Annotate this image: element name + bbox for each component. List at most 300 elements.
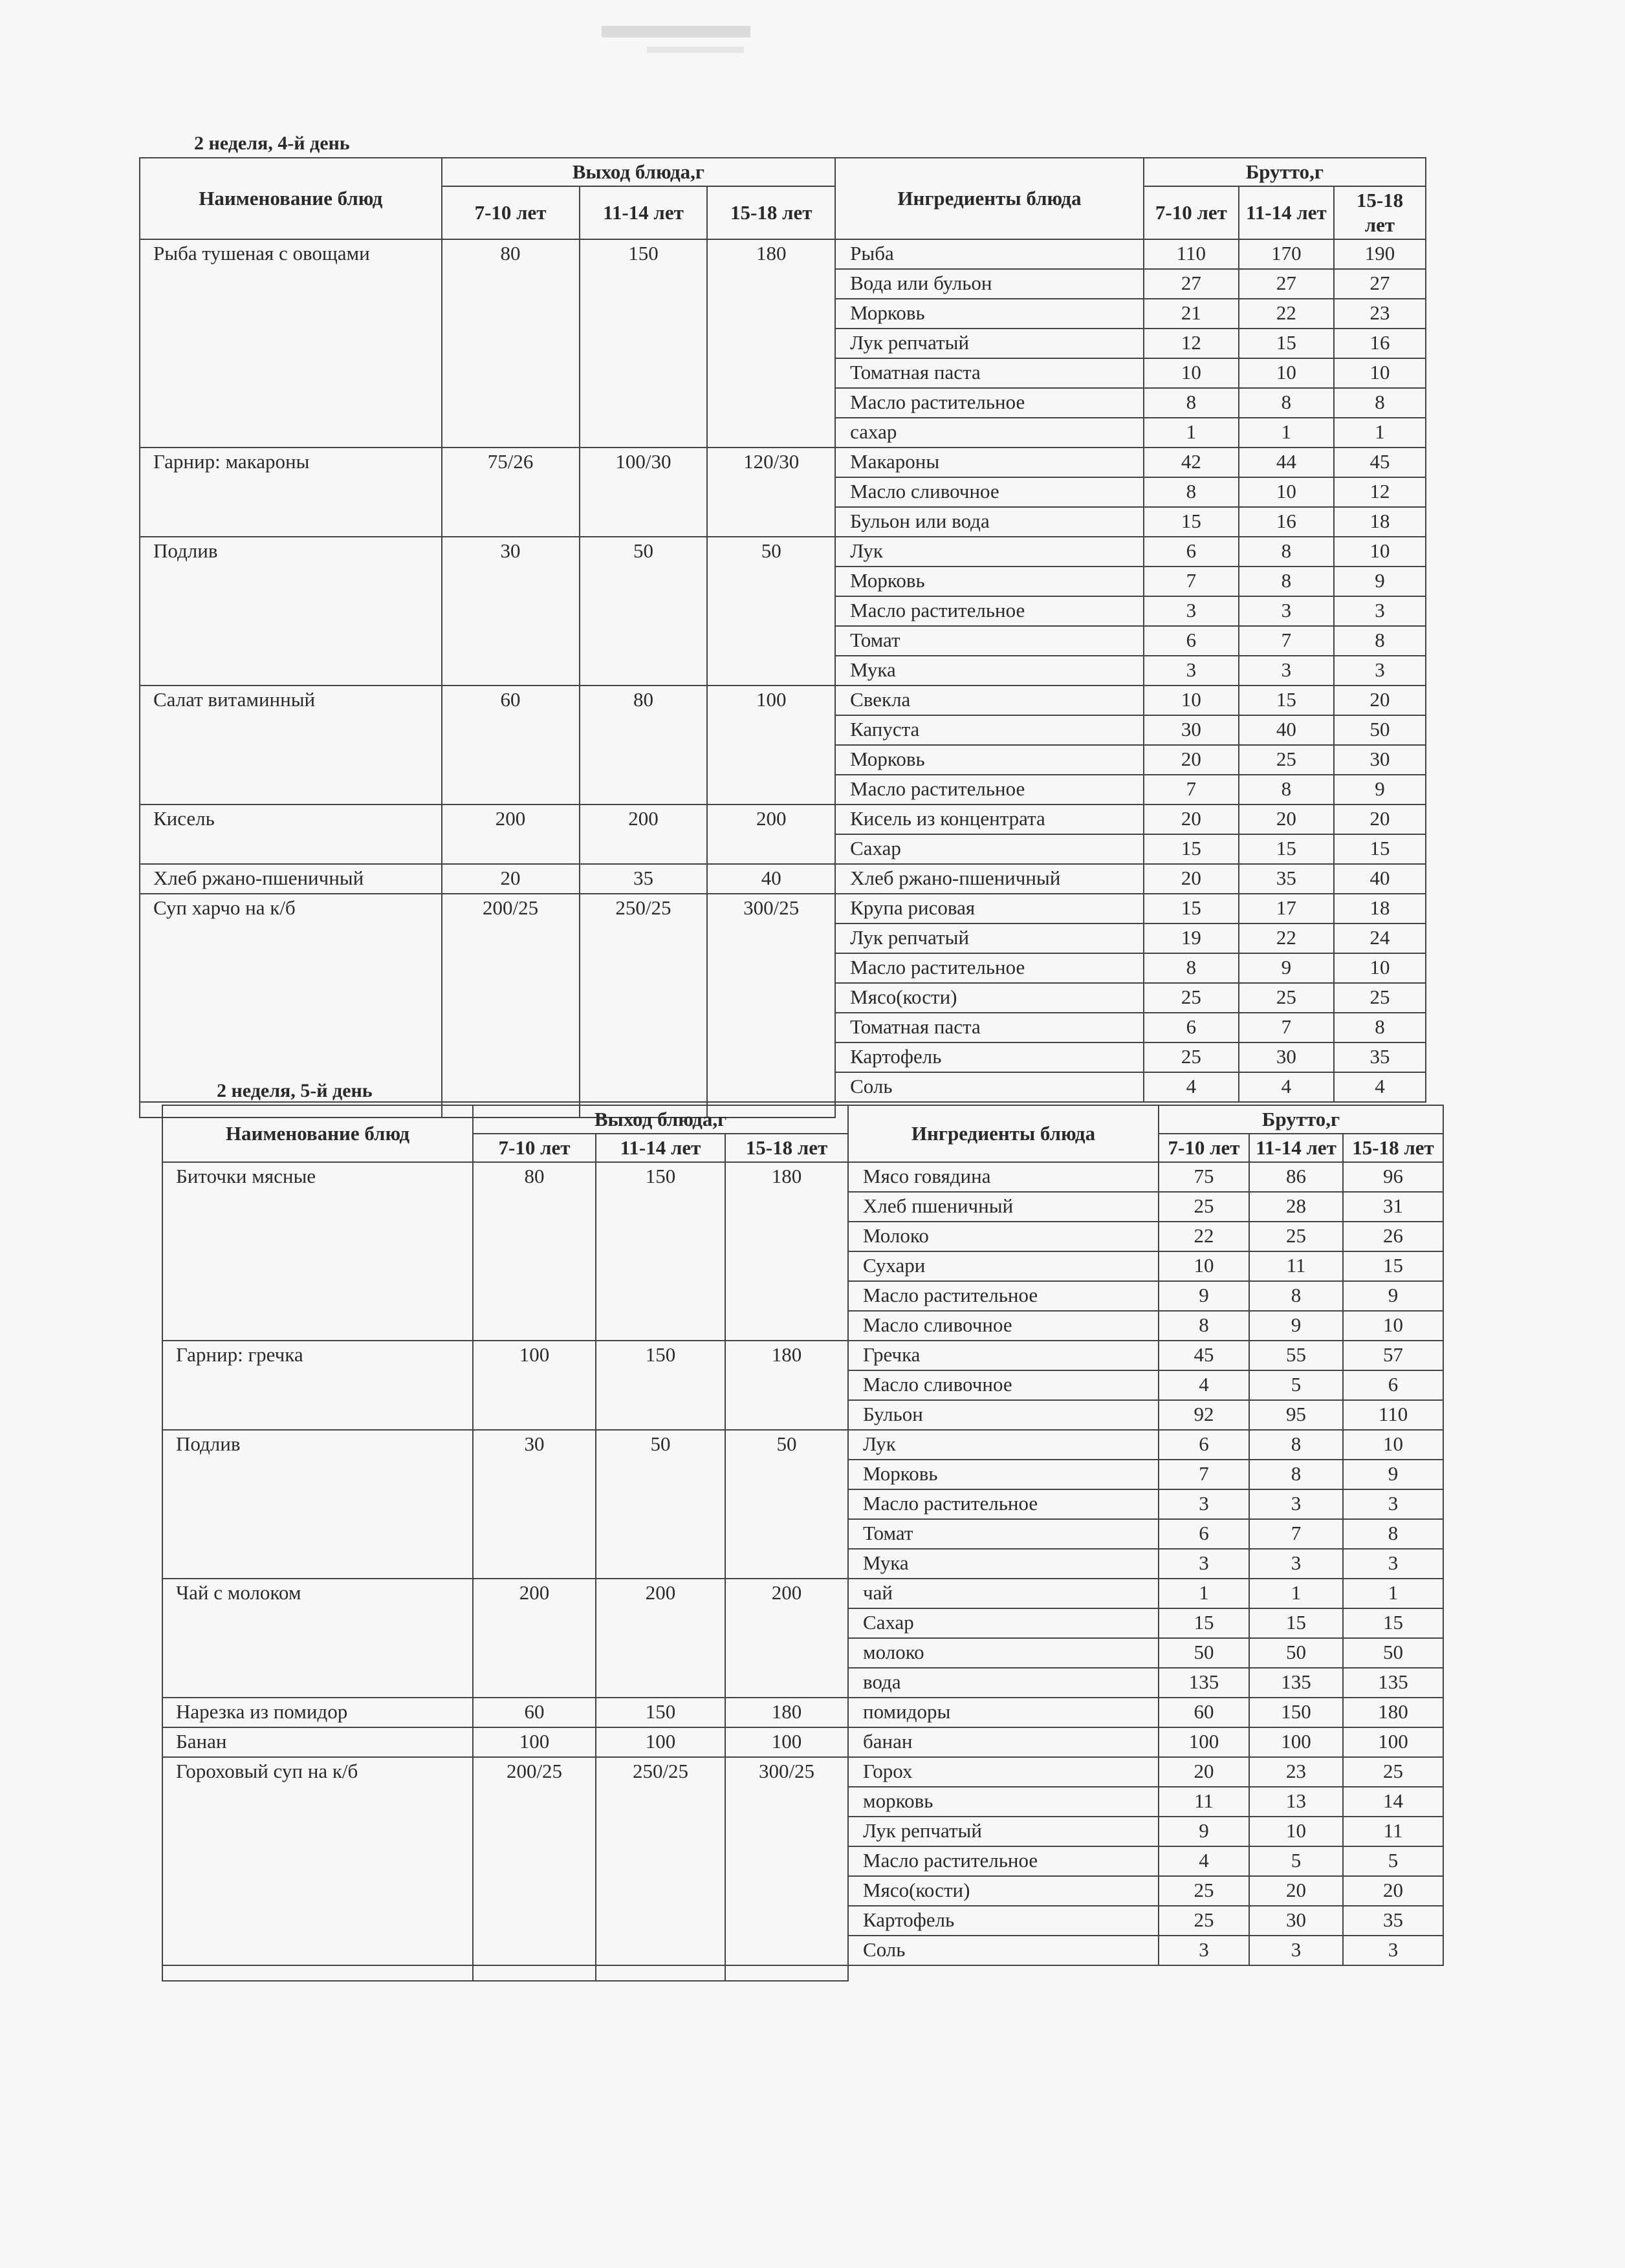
ingredient-name-cell: Морковь xyxy=(835,567,1144,596)
brutto-15-18-cell: 18 xyxy=(1334,894,1426,923)
brutto-15-18-cell: 4 xyxy=(1334,1072,1426,1102)
brutto-7-10-cell: 9 xyxy=(1159,1817,1249,1846)
yield-15-18-cell: 180 xyxy=(725,1698,848,1727)
table-row xyxy=(140,448,1426,477)
brutto-7-10-cell: 4 xyxy=(1159,1370,1249,1400)
ingredient-name-cell: морковь xyxy=(848,1787,1159,1817)
brutto-7-10-cell: 6 xyxy=(1159,1519,1249,1549)
brutto-age-header: 11-14 лет xyxy=(1249,1134,1343,1162)
dish-name-cell: Гарнир: гречка xyxy=(162,1341,473,1430)
table-header xyxy=(140,158,1426,239)
ingredient-name-cell: Мясо говядина xyxy=(848,1162,1159,1192)
brutto-7-10-cell: 7 xyxy=(1144,567,1239,596)
brutto-15-18-cell: 1 xyxy=(1343,1579,1443,1608)
brutto-15-18-cell: 12 xyxy=(1334,477,1426,507)
table-row xyxy=(162,1579,1443,1608)
brutto-7-10-cell: 6 xyxy=(1144,1013,1239,1042)
ingredient-name-cell: Масло растительное xyxy=(835,596,1144,626)
yield-age-header: 7-10 лет xyxy=(442,186,580,239)
table-row xyxy=(162,1162,1443,1192)
empty-cell xyxy=(596,1965,725,1981)
brutto-7-10-cell: 50 xyxy=(1159,1638,1249,1668)
table-body xyxy=(162,1162,1443,1981)
brutto-age-header: 15-18 лет xyxy=(1334,186,1426,239)
brutto-7-10-cell: 6 xyxy=(1144,626,1239,656)
dish-name-cell: Гарнир: макароны xyxy=(140,448,442,537)
ingredient-name-cell: Мука xyxy=(848,1549,1159,1579)
brutto-15-18-cell: 3 xyxy=(1334,596,1426,626)
yield-age-header: 11-14 лет xyxy=(596,1134,725,1162)
ingredient-name-cell: Мясо(кости) xyxy=(835,983,1144,1013)
ingredient-name-cell: Масло растительное xyxy=(848,1489,1159,1519)
brutto-11-14-cell: 8 xyxy=(1239,567,1334,596)
brutto-7-10-cell: 15 xyxy=(1159,1608,1249,1638)
brutto-15-18-cell: 40 xyxy=(1334,864,1426,894)
yield-15-18-cell: 40 xyxy=(707,864,835,894)
table-row xyxy=(140,239,1426,269)
brutto-7-10-cell: 20 xyxy=(1144,864,1239,894)
brutto-7-10-cell: 8 xyxy=(1144,477,1239,507)
brutto-11-14-cell: 25 xyxy=(1249,1222,1343,1251)
table-row xyxy=(140,894,1426,923)
brutto-15-18-cell: 9 xyxy=(1343,1281,1443,1311)
brutto-7-10-cell: 11 xyxy=(1159,1787,1249,1817)
yield-7-10-cell: 60 xyxy=(442,686,580,805)
brutto-11-14-cell: 10 xyxy=(1239,477,1334,507)
yield-7-10-cell: 200 xyxy=(473,1579,596,1698)
brutto-15-18-cell: 11 xyxy=(1343,1817,1443,1846)
ingredient-name-cell: Морковь xyxy=(848,1460,1159,1489)
yield-15-18-cell: 180 xyxy=(725,1162,848,1341)
brutto-11-14-cell: 135 xyxy=(1249,1668,1343,1698)
ingredient-name-cell: чай xyxy=(848,1579,1159,1608)
brutto-11-14-cell: 17 xyxy=(1239,894,1334,923)
yield-11-14-cell: 200 xyxy=(580,805,708,864)
yield-age-header: 7-10 лет xyxy=(473,1134,596,1162)
brutto-7-10-cell: 7 xyxy=(1144,775,1239,805)
brutto-7-10-cell: 25 xyxy=(1159,1192,1249,1222)
empty-cell xyxy=(162,1965,473,1981)
ingredient-name-cell: Томатная паста xyxy=(835,358,1144,388)
brutto-15-18-cell: 15 xyxy=(1334,834,1426,864)
brutto-header: Брутто,г xyxy=(1159,1105,1443,1134)
brutto-11-14-cell: 15 xyxy=(1239,834,1334,864)
brutto-11-14-cell: 8 xyxy=(1239,388,1334,418)
brutto-11-14-cell: 11 xyxy=(1249,1251,1343,1281)
brutto-15-18-cell: 26 xyxy=(1343,1222,1443,1251)
yield-11-14-cell: 50 xyxy=(596,1430,725,1579)
brutto-15-18-cell: 3 xyxy=(1343,1489,1443,1519)
ingredient-name-cell: Горох xyxy=(848,1757,1159,1787)
ingredient-name-cell: Хлеб пшеничный xyxy=(848,1192,1159,1222)
ingredient-name-cell: Мука xyxy=(835,656,1144,686)
brutto-7-10-cell: 20 xyxy=(1159,1757,1249,1787)
dish-name-cell: Хлеб ржано-пшеничный xyxy=(140,864,442,894)
yield-age-header: 15-18 лет xyxy=(707,186,835,239)
brutto-11-14-cell: 40 xyxy=(1239,715,1334,745)
yield-15-18-cell: 200 xyxy=(725,1579,848,1698)
brutto-7-10-cell: 110 xyxy=(1144,239,1239,269)
dish-name-cell: Чай с молоком xyxy=(162,1579,473,1698)
ingredient-name-cell: Лук репчатый xyxy=(835,329,1144,358)
brutto-11-14-cell: 13 xyxy=(1249,1787,1343,1817)
brutto-15-18-cell: 57 xyxy=(1343,1341,1443,1370)
table-row xyxy=(162,1430,1443,1460)
ingredient-name-cell: Лук xyxy=(835,537,1144,567)
brutto-7-10-cell: 20 xyxy=(1144,805,1239,834)
brutto-15-18-cell: 20 xyxy=(1334,686,1426,715)
brutto-7-10-cell: 15 xyxy=(1144,507,1239,537)
ingredient-name-cell: Сахар xyxy=(848,1608,1159,1638)
dish-name-cell: Рыба тушеная с овощами xyxy=(140,239,442,448)
yield-11-14-cell: 250/25 xyxy=(580,894,708,1102)
ingredient-name-cell: помидоры xyxy=(848,1698,1159,1727)
ingredient-name-cell: Крупа рисовая xyxy=(835,894,1144,923)
yield-15-18-cell: 300/25 xyxy=(707,894,835,1102)
yield-15-18-cell: 50 xyxy=(707,537,835,686)
brutto-11-14-cell: 8 xyxy=(1249,1430,1343,1460)
brutto-11-14-cell: 9 xyxy=(1239,953,1334,983)
brutto-11-14-cell: 15 xyxy=(1249,1608,1343,1638)
dish-name-header: Наименование блюд xyxy=(140,158,442,239)
brutto-15-18-cell: 6 xyxy=(1343,1370,1443,1400)
brutto-11-14-cell: 44 xyxy=(1239,448,1334,477)
brutto-11-14-cell: 7 xyxy=(1249,1519,1343,1549)
brutto-15-18-cell: 20 xyxy=(1343,1876,1443,1906)
yield-11-14-cell: 150 xyxy=(580,239,708,448)
brutto-15-18-cell: 10 xyxy=(1334,358,1426,388)
brutto-15-18-cell: 10 xyxy=(1334,953,1426,983)
brutto-15-18-cell: 16 xyxy=(1334,329,1426,358)
brutto-11-14-cell: 25 xyxy=(1239,983,1334,1013)
brutto-7-10-cell: 19 xyxy=(1144,923,1239,953)
dish-name-cell: Биточки мясные xyxy=(162,1162,473,1341)
yield-11-14-cell: 250/25 xyxy=(596,1757,725,1965)
day-title: 2 неделя, 4-й день xyxy=(194,133,350,154)
ingredient-name-cell: Сахар xyxy=(835,834,1144,864)
brutto-11-14-cell: 100 xyxy=(1249,1727,1343,1757)
yield-7-10-cell: 80 xyxy=(473,1162,596,1341)
yield-11-14-cell: 150 xyxy=(596,1698,725,1727)
brutto-7-10-cell: 1 xyxy=(1159,1579,1249,1608)
yield-11-14-cell: 80 xyxy=(580,686,708,805)
brutto-11-14-cell: 3 xyxy=(1239,656,1334,686)
brutto-11-14-cell: 7 xyxy=(1239,1013,1334,1042)
ingredient-name-cell: Свекла xyxy=(835,686,1144,715)
table-row xyxy=(140,805,1426,834)
dish-name-cell: Подлив xyxy=(140,537,442,686)
brutto-15-18-cell: 190 xyxy=(1334,239,1426,269)
yield-11-14-cell: 35 xyxy=(580,864,708,894)
day-4-section xyxy=(139,133,1426,1118)
brutto-7-10-cell: 10 xyxy=(1159,1251,1249,1281)
ingredient-name-cell: Макароны xyxy=(835,448,1144,477)
dish-name-cell: Кисель xyxy=(140,805,442,864)
brutto-11-14-cell: 20 xyxy=(1249,1876,1343,1906)
ingredient-name-cell: Масло растительное xyxy=(848,1846,1159,1876)
dish-name-cell: Салат витаминный xyxy=(140,686,442,805)
yield-15-18-cell: 50 xyxy=(725,1430,848,1579)
brutto-15-18-cell: 50 xyxy=(1334,715,1426,745)
brutto-11-14-cell: 10 xyxy=(1239,358,1334,388)
ingredient-name-cell: Соль xyxy=(835,1072,1144,1102)
brutto-7-10-cell: 4 xyxy=(1144,1072,1239,1102)
brutto-11-14-cell: 7 xyxy=(1239,626,1334,656)
brutto-7-10-cell: 25 xyxy=(1144,983,1239,1013)
ingredient-name-cell: Хлеб ржано-пшеничный xyxy=(835,864,1144,894)
table-row xyxy=(162,1698,1443,1727)
ingredient-name-cell: Кисель из концентрата xyxy=(835,805,1144,834)
brutto-7-10-cell: 25 xyxy=(1159,1906,1249,1936)
brutto-7-10-cell: 135 xyxy=(1159,1668,1249,1698)
yield-11-14-cell: 50 xyxy=(580,537,708,686)
menu-table xyxy=(162,1105,1444,1982)
brutto-7-10-cell: 20 xyxy=(1144,745,1239,775)
brutto-15-18-cell: 3 xyxy=(1343,1549,1443,1579)
ingredient-name-cell: банан xyxy=(848,1727,1159,1757)
yield-7-10-cell: 200/25 xyxy=(473,1757,596,1965)
ingredient-name-cell: Масло растительное xyxy=(835,388,1144,418)
ingredient-name-cell: Бульон xyxy=(848,1400,1159,1430)
brutto-15-18-cell: 96 xyxy=(1343,1162,1443,1192)
brutto-11-14-cell: 30 xyxy=(1249,1906,1343,1936)
yield-11-14-cell: 100 xyxy=(596,1727,725,1757)
brutto-15-18-cell: 15 xyxy=(1343,1608,1443,1638)
brutto-15-18-cell: 25 xyxy=(1334,983,1426,1013)
scan-artifact xyxy=(647,47,744,53)
ingredients-header: Ингредиенты блюда xyxy=(848,1105,1159,1162)
brutto-11-14-cell: 8 xyxy=(1249,1460,1343,1489)
brutto-15-18-cell: 35 xyxy=(1334,1042,1426,1072)
brutto-15-18-cell: 8 xyxy=(1334,388,1426,418)
ingredient-name-cell: Томат xyxy=(848,1519,1159,1549)
brutto-15-18-cell: 8 xyxy=(1334,626,1426,656)
brutto-7-10-cell: 12 xyxy=(1144,329,1239,358)
ingredient-name-cell: Лук репчатый xyxy=(835,923,1144,953)
ingredient-name-cell: Масло сливочное xyxy=(835,477,1144,507)
brutto-11-14-cell: 170 xyxy=(1239,239,1334,269)
ingredient-name-cell: Масло сливочное xyxy=(848,1370,1159,1400)
brutto-7-10-cell: 15 xyxy=(1144,834,1239,864)
brutto-15-18-cell: 18 xyxy=(1334,507,1426,537)
brutto-11-14-cell: 150 xyxy=(1249,1698,1343,1727)
brutto-11-14-cell: 30 xyxy=(1239,1042,1334,1072)
brutto-11-14-cell: 23 xyxy=(1249,1757,1343,1787)
ingredients-header: Ингредиенты блюда xyxy=(835,158,1144,239)
dish-name-cell: Суп харчо на к/б xyxy=(140,894,442,1102)
brutto-11-14-cell: 9 xyxy=(1249,1311,1343,1341)
brutto-7-10-cell: 60 xyxy=(1159,1698,1249,1727)
brutto-7-10-cell: 45 xyxy=(1159,1341,1249,1370)
yield-header: Выход блюда,г xyxy=(473,1105,848,1134)
brutto-7-10-cell: 7 xyxy=(1159,1460,1249,1489)
brutto-15-18-cell: 1 xyxy=(1334,418,1426,448)
yield-7-10-cell: 20 xyxy=(442,864,580,894)
ingredient-name-cell: Лук xyxy=(848,1430,1159,1460)
brutto-11-14-cell: 27 xyxy=(1239,269,1334,299)
ingredient-name-cell: Морковь xyxy=(835,299,1144,329)
brutto-11-14-cell: 3 xyxy=(1249,1489,1343,1519)
brutto-7-10-cell: 42 xyxy=(1144,448,1239,477)
dish-name-cell: Банан xyxy=(162,1727,473,1757)
brutto-15-18-cell: 135 xyxy=(1343,1668,1443,1698)
brutto-15-18-cell: 24 xyxy=(1334,923,1426,953)
brutto-7-10-cell: 3 xyxy=(1144,656,1239,686)
brutto-15-18-cell: 9 xyxy=(1334,567,1426,596)
brutto-11-14-cell: 8 xyxy=(1239,775,1334,805)
scan-artifact xyxy=(602,26,750,38)
ingredient-name-cell: Лук репчатый xyxy=(848,1817,1159,1846)
brutto-11-14-cell: 5 xyxy=(1249,1370,1343,1400)
ingredient-name-cell: Соль xyxy=(848,1936,1159,1965)
brutto-15-18-cell: 100 xyxy=(1343,1727,1443,1757)
brutto-11-14-cell: 15 xyxy=(1239,686,1334,715)
brutto-11-14-cell: 35 xyxy=(1239,864,1334,894)
empty-row xyxy=(162,1965,1443,1981)
brutto-7-10-cell: 9 xyxy=(1159,1281,1249,1311)
brutto-age-header: 11-14 лет xyxy=(1239,186,1334,239)
brutto-11-14-cell: 25 xyxy=(1239,745,1334,775)
yield-15-18-cell: 100 xyxy=(725,1727,848,1757)
ingredient-name-cell: Рыба xyxy=(835,239,1144,269)
brutto-7-10-cell: 8 xyxy=(1144,388,1239,418)
ingredient-name-cell: Картофель xyxy=(835,1042,1144,1072)
brutto-7-10-cell: 1 xyxy=(1144,418,1239,448)
brutto-15-18-cell: 30 xyxy=(1334,745,1426,775)
yield-15-18-cell: 300/25 xyxy=(725,1757,848,1965)
yield-header: Выход блюда,г xyxy=(442,158,836,186)
menu-table xyxy=(139,157,1426,1118)
brutto-7-10-cell: 6 xyxy=(1144,537,1239,567)
yield-15-18-cell: 200 xyxy=(707,805,835,864)
yield-7-10-cell: 60 xyxy=(473,1698,596,1727)
yield-7-10-cell: 200/25 xyxy=(442,894,580,1102)
brutto-7-10-cell: 25 xyxy=(1159,1876,1249,1906)
empty-cell xyxy=(473,1965,596,1981)
brutto-7-10-cell: 8 xyxy=(1159,1311,1249,1341)
brutto-11-14-cell: 86 xyxy=(1249,1162,1343,1192)
brutto-11-14-cell: 95 xyxy=(1249,1400,1343,1430)
ingredient-name-cell: сахар xyxy=(835,418,1144,448)
brutto-11-14-cell: 50 xyxy=(1249,1638,1343,1668)
day-5-section xyxy=(162,1080,1443,1982)
brutto-11-14-cell: 3 xyxy=(1249,1936,1343,1965)
brutto-header: Брутто,г xyxy=(1144,158,1426,186)
brutto-15-18-cell: 10 xyxy=(1343,1311,1443,1341)
brutto-7-10-cell: 3 xyxy=(1159,1549,1249,1579)
yield-15-18-cell: 100 xyxy=(707,686,835,805)
brutto-11-14-cell: 15 xyxy=(1239,329,1334,358)
table-body xyxy=(140,239,1426,1118)
dish-name-cell: Нарезка из помидор xyxy=(162,1698,473,1727)
brutto-15-18-cell: 25 xyxy=(1343,1757,1443,1787)
yield-15-18-cell: 180 xyxy=(707,239,835,448)
brutto-15-18-cell: 8 xyxy=(1334,1013,1426,1042)
brutto-11-14-cell: 1 xyxy=(1249,1579,1343,1608)
brutto-11-14-cell: 10 xyxy=(1249,1817,1343,1846)
ingredient-name-cell: Масло растительное xyxy=(848,1281,1159,1311)
yield-7-10-cell: 200 xyxy=(442,805,580,864)
table-row xyxy=(162,1341,1443,1370)
brutto-7-10-cell: 92 xyxy=(1159,1400,1249,1430)
brutto-15-18-cell: 45 xyxy=(1334,448,1426,477)
brutto-7-10-cell: 21 xyxy=(1144,299,1239,329)
brutto-15-18-cell: 50 xyxy=(1343,1638,1443,1668)
yield-7-10-cell: 100 xyxy=(473,1341,596,1430)
yield-15-18-cell: 180 xyxy=(725,1341,848,1430)
yield-7-10-cell: 100 xyxy=(473,1727,596,1757)
ingredient-name-cell: Сухари xyxy=(848,1251,1159,1281)
brutto-11-14-cell: 22 xyxy=(1239,923,1334,953)
brutto-7-10-cell: 100 xyxy=(1159,1727,1249,1757)
ingredient-name-cell: Масло растительное xyxy=(835,953,1144,983)
brutto-7-10-cell: 6 xyxy=(1159,1430,1249,1460)
brutto-11-14-cell: 3 xyxy=(1239,596,1334,626)
brutto-15-18-cell: 35 xyxy=(1343,1906,1443,1936)
ingredient-name-cell: Картофель xyxy=(848,1906,1159,1936)
brutto-11-14-cell: 4 xyxy=(1239,1072,1334,1102)
brutto-15-18-cell: 15 xyxy=(1343,1251,1443,1281)
dish-name-cell: Подлив xyxy=(162,1430,473,1579)
brutto-15-18-cell: 10 xyxy=(1343,1430,1443,1460)
ingredient-name-cell: Масло растительное xyxy=(835,775,1144,805)
ingredient-name-cell: Гречка xyxy=(848,1341,1159,1370)
brutto-11-14-cell: 1 xyxy=(1239,418,1334,448)
brutto-11-14-cell: 3 xyxy=(1249,1549,1343,1579)
ingredient-name-cell: молоко xyxy=(848,1638,1159,1668)
brutto-15-18-cell: 23 xyxy=(1334,299,1426,329)
brutto-7-10-cell: 3 xyxy=(1144,596,1239,626)
day-title: 2 неделя, 5-й день xyxy=(217,1080,373,1101)
ingredient-name-cell: Бульон или вода xyxy=(835,507,1144,537)
brutto-7-10-cell: 15 xyxy=(1144,894,1239,923)
brutto-age-header: 7-10 лет xyxy=(1159,1134,1249,1162)
yield-11-14-cell: 150 xyxy=(596,1162,725,1341)
brutto-11-14-cell: 8 xyxy=(1239,537,1334,567)
brutto-15-18-cell: 27 xyxy=(1334,269,1426,299)
brutto-15-18-cell: 31 xyxy=(1343,1192,1443,1222)
ingredient-name-cell: Морковь xyxy=(835,745,1144,775)
table-row xyxy=(162,1757,1443,1787)
dish-name-cell: Гороховый суп на к/б xyxy=(162,1757,473,1965)
yield-age-header: 15-18 лет xyxy=(725,1134,848,1162)
table-header xyxy=(162,1105,1443,1162)
brutto-15-18-cell: 8 xyxy=(1343,1519,1443,1549)
brutto-11-14-cell: 16 xyxy=(1239,507,1334,537)
brutto-15-18-cell: 110 xyxy=(1343,1400,1443,1430)
empty-cell xyxy=(725,1965,848,1981)
brutto-7-10-cell: 27 xyxy=(1144,269,1239,299)
yield-age-header: 11-14 лет xyxy=(580,186,708,239)
brutto-15-18-cell: 5 xyxy=(1343,1846,1443,1876)
ingredient-name-cell: Мясо(кости) xyxy=(848,1876,1159,1906)
brutto-11-14-cell: 28 xyxy=(1249,1192,1343,1222)
ingredient-name-cell: Томат xyxy=(835,626,1144,656)
brutto-15-18-cell: 9 xyxy=(1343,1460,1443,1489)
brutto-7-10-cell: 22 xyxy=(1159,1222,1249,1251)
brutto-age-header: 7-10 лет xyxy=(1144,186,1239,239)
brutto-7-10-cell: 4 xyxy=(1159,1846,1249,1876)
ingredient-name-cell: Молоко xyxy=(848,1222,1159,1251)
brutto-7-10-cell: 75 xyxy=(1159,1162,1249,1192)
brutto-7-10-cell: 3 xyxy=(1159,1936,1249,1965)
brutto-15-18-cell: 180 xyxy=(1343,1698,1443,1727)
brutto-15-18-cell: 3 xyxy=(1334,656,1426,686)
brutto-7-10-cell: 8 xyxy=(1144,953,1239,983)
yield-7-10-cell: 30 xyxy=(473,1430,596,1579)
ingredient-name-cell: Масло сливочное xyxy=(848,1311,1159,1341)
brutto-7-10-cell: 30 xyxy=(1144,715,1239,745)
